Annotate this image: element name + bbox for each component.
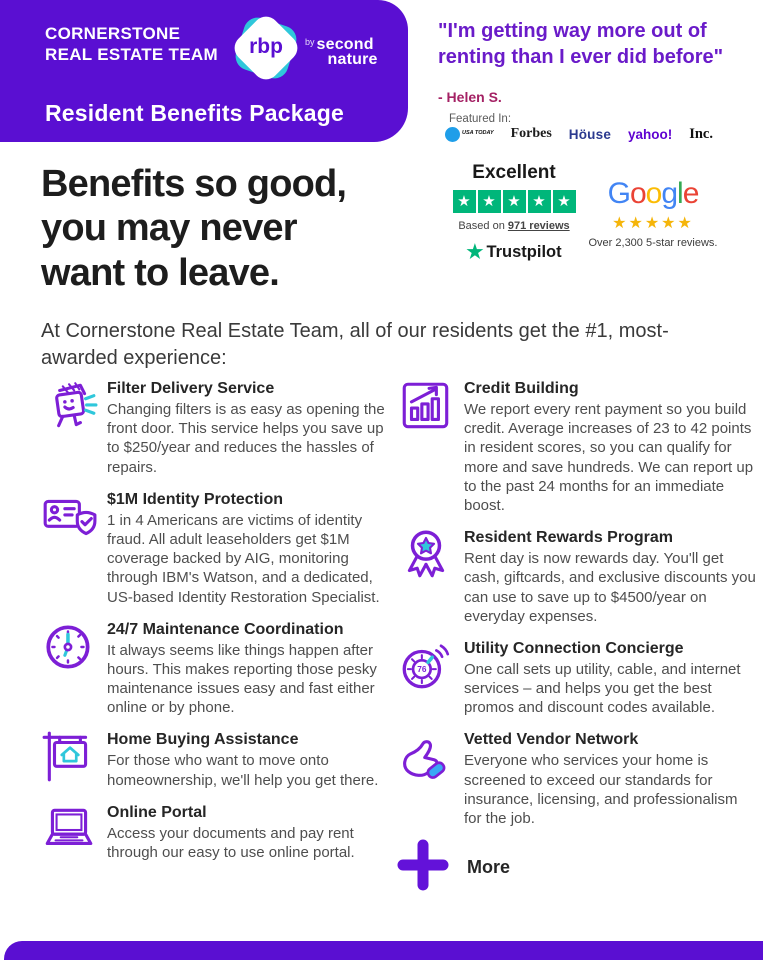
benefit-item — [397, 728, 759, 828]
intro-paragraph: At Cornerstone Real Estate Team, all of our residents get the #1, most-awarded experience: — [41, 320, 669, 369]
more-label: More — [467, 857, 511, 878]
benefit-description: Everyone who services your home is screened to exceed our standards for insurance, licensing, and professionalism for the job. — [464, 752, 738, 827]
svg-text:76: 76 — [417, 665, 427, 675]
brand-line2: REAL ESTATE TEAM — [45, 45, 218, 65]
trustpilot-stars — [443, 190, 585, 213]
benefit-title: $1M Identity Protection — [107, 490, 284, 508]
forbes-logo: Forbes — [510, 126, 552, 141]
benefit-title: Credit Building — [464, 380, 579, 397]
plus-icon — [397, 839, 449, 896]
second-nature-line2: nature — [327, 51, 378, 69]
review-count-link[interactable]: 971 reviews — [507, 220, 570, 232]
house-logo: Höuse — [568, 126, 612, 142]
trustpilot-star-icon: ★ — [466, 242, 484, 263]
benefit-title: Home Buying Assistance — [107, 731, 299, 749]
benefit-item — [40, 377, 390, 477]
benefit-item — [397, 377, 759, 515]
benefit-description: Rent day is now rewards day. You'll get cash, giftcards, and exclusive discounts you can use to save up to $4500/year on everyday expenses. — [464, 550, 756, 625]
rbp-logo-text: rbp — [249, 35, 283, 58]
benefits-column-left — [40, 377, 390, 873]
brand-name — [45, 23, 218, 66]
benefit-description: Access your documents and pay rent through our easy to use online portal. — [107, 824, 355, 861]
google-logo-letter: l — [677, 177, 683, 210]
benefit-title: Vetted Vendor Network — [464, 731, 639, 749]
benefit-description: 1 in 4 Americans are victims of identity fraud. All adult leaseholders get $1M coverage backed by AIG, monitoring through IBM's Watson, and a dedicated, US-based Identity Restoration Specialist. — [107, 511, 380, 606]
benefit-item — [40, 728, 390, 789]
hero-headline — [41, 162, 346, 295]
benefit-item — [397, 637, 759, 718]
trustpilot-star-icon: ★ — [453, 190, 476, 213]
credit-building-chart-icon — [397, 377, 455, 435]
benefit-item — [40, 618, 390, 718]
benefit-title: Online Portal — [107, 803, 207, 821]
trustpilot-based-on — [443, 220, 585, 232]
benefit-item — [40, 801, 390, 862]
benefit-title: Filter Delivery Service — [107, 380, 275, 397]
google-stars: ★★★★★ — [612, 215, 694, 232]
benefit-title: Utility Connection Concierge — [464, 639, 684, 657]
header-banner — [0, 0, 408, 142]
brand-line1: CORNERSTONE — [45, 24, 181, 43]
hero-line2: you may never — [41, 207, 297, 250]
second-nature-line1: second — [316, 36, 374, 53]
google-logo-letter: g — [661, 177, 678, 210]
trustpilot-review-block — [443, 162, 585, 264]
rewards-ribbon-icon — [397, 526, 455, 584]
inc-logo: Inc. — [689, 125, 713, 142]
home-buying-sign-icon — [40, 728, 98, 786]
trustpilot-star-icon: ★ — [503, 190, 526, 213]
trustpilot-star-icon: ★ — [528, 190, 551, 213]
google-logo-letter: o — [645, 177, 662, 210]
rbp-logo — [227, 9, 305, 87]
benefit-title: Resident Rewards Program — [464, 529, 673, 547]
trustpilot-star-icon: ★ — [553, 190, 576, 213]
filter-delivery-icon — [40, 377, 98, 435]
hero-line3: want to leave. — [41, 251, 279, 294]
google-logo-letter: o — [629, 177, 646, 210]
benefit-title: 24/7 Maintenance Coordination — [107, 620, 344, 638]
google-logo-letter: e — [682, 177, 699, 210]
benefit-description: For those who want to move onto homeownership, we'll help you get there. — [107, 752, 379, 789]
yahoo-logo: yahoo! — [627, 126, 673, 142]
online-portal-laptop-icon — [40, 801, 98, 859]
footer-bar — [4, 941, 763, 960]
benefit-description: It always seems like things happen after hours. This makes reporting those pesky maintenance issues easy and fast either online or by phone. — [107, 641, 377, 717]
testimonial-quote: "I'm getting way more out of renting than I ever did before" — [438, 20, 724, 68]
hero-line1: Benefits so good, — [41, 163, 347, 205]
second-nature-by: by — [305, 37, 315, 47]
benefit-description: We report every rent payment so you build credit. Average increases of 23 to 42 points in resident scores, so you can qualify for more and save hundreds. We can report up to the past 24 months for an immediate boost. — [464, 401, 754, 514]
second-nature-name — [317, 37, 378, 67]
benefit-description: Changing filters is as easy as opening the front door. This service helps you save up to $250/year and reduces the hassles of repairs. — [107, 401, 385, 476]
usa-today-logo — [445, 127, 494, 142]
trustpilot-wordmark: Trustpilot — [486, 243, 562, 261]
trustpilot-rating-label: Excellent — [472, 162, 556, 183]
featured-logos-row — [445, 123, 713, 145]
google-review-block — [578, 177, 728, 249]
second-nature-logo — [305, 37, 378, 69]
google-logo-letter: G — [607, 177, 630, 210]
benefits-column-right — [397, 377, 759, 896]
based-on-prefix: Based on — [458, 220, 508, 232]
benefit-item — [397, 526, 759, 626]
testimonial-author: - Helen S. — [438, 89, 502, 105]
trustpilot-star-icon: ★ — [478, 190, 501, 213]
google-logo — [578, 177, 728, 211]
vendor-thumbs-up-icon — [397, 728, 455, 786]
trustpilot-logo — [443, 241, 585, 264]
utility-dial-icon — [397, 637, 455, 695]
maintenance-clock-icon — [40, 618, 98, 676]
benefit-item — [40, 488, 390, 607]
google-review-caption: Over 2,300 5-star reviews. — [588, 237, 718, 249]
benefit-description: One call sets up utility, cable, and internet services – and helps you get the best promos and discount codes available. — [464, 660, 741, 717]
package-title: Resident Benefits Package — [45, 100, 345, 126]
identity-protection-icon — [40, 488, 98, 546]
more-benefits-row — [397, 839, 759, 896]
usa-today-text: USA TODAY — [462, 130, 494, 137]
usa-today-circle-icon — [445, 127, 460, 142]
featured-in-label: Featured In: — [449, 113, 512, 125]
